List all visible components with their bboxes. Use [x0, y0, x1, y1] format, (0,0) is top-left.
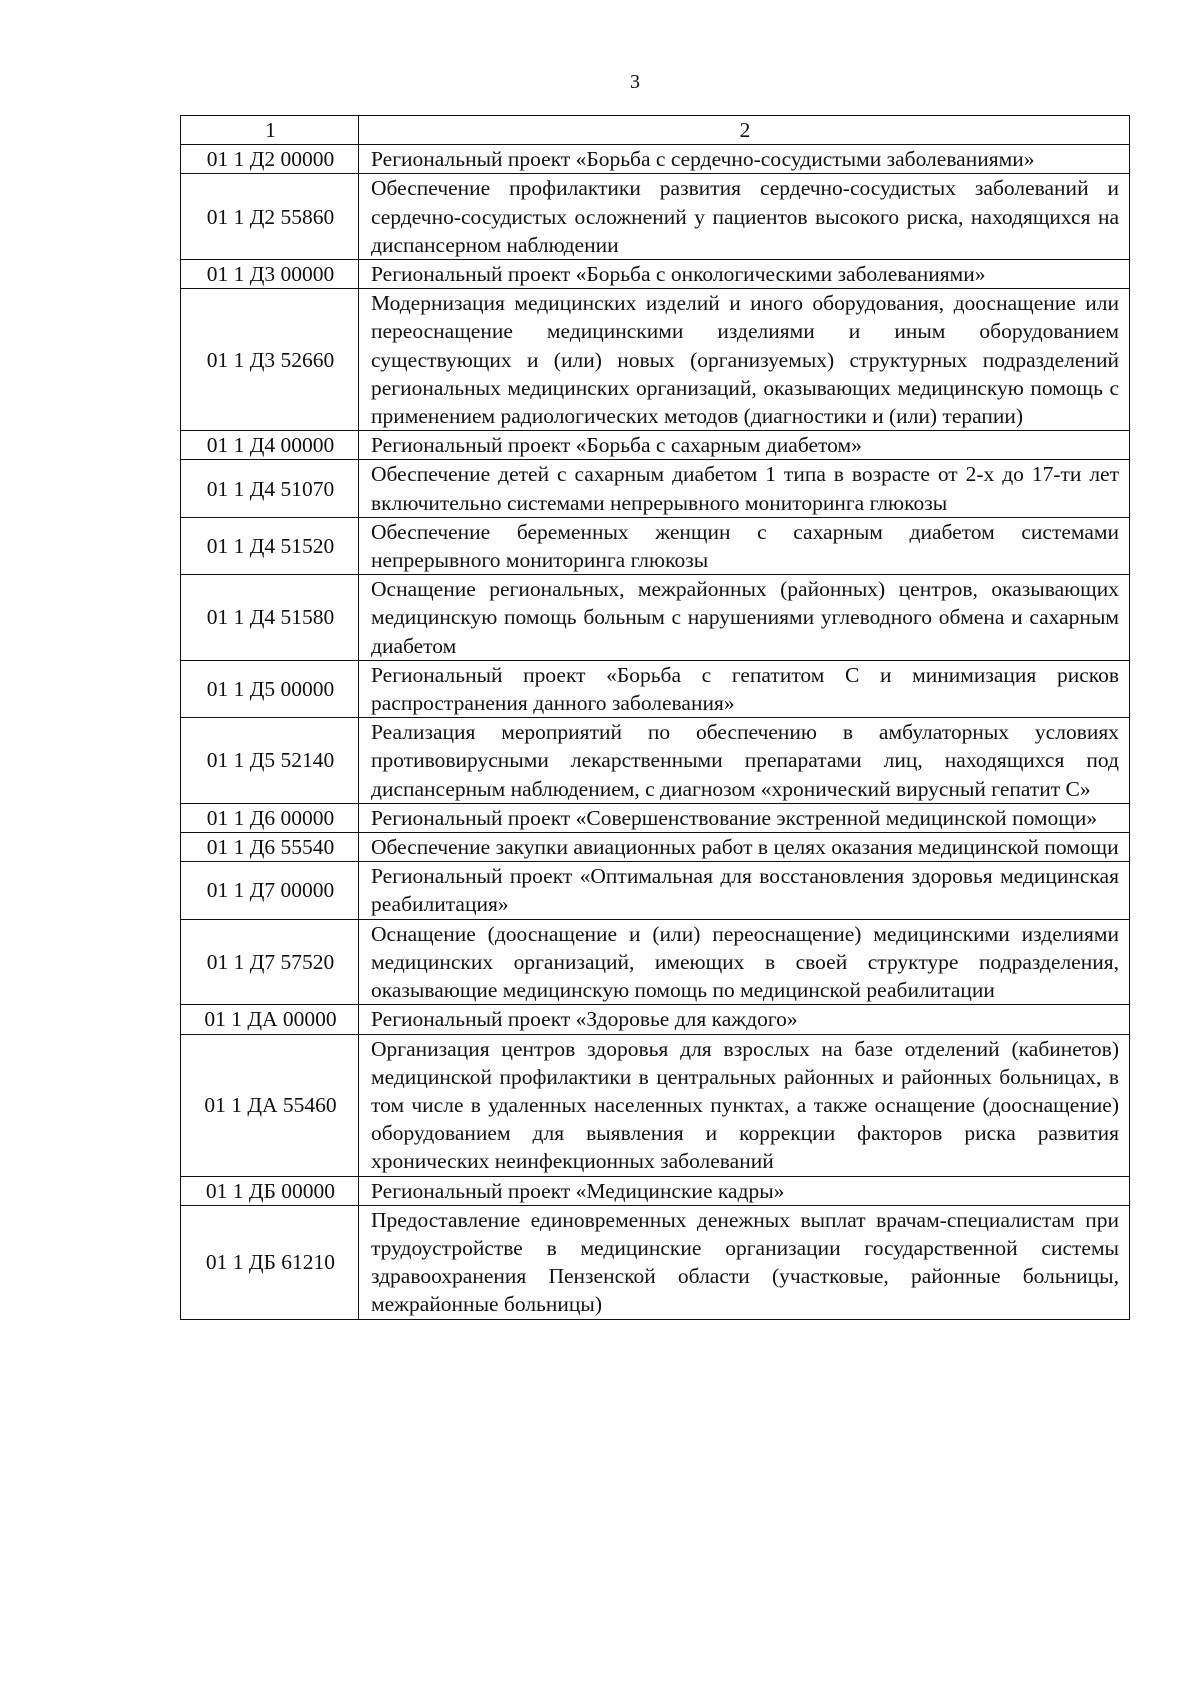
column-header-description: 2 — [359, 116, 1130, 145]
row-code: 01 1 ДБ 61210 — [181, 1205, 359, 1319]
table-row — [181, 174, 1130, 260]
table-row — [181, 460, 1130, 517]
row-code: 01 1 Д3 52660 — [181, 289, 359, 431]
row-description: Модернизация медицинских изделий и иного оборудования, дооснащение или переоснащение медицинскими изделиями и иным оборудованием существующих и (или) новых (организуемых) структурных подразделений региональных медицинских организаций, оказывающих медицинскую помощь с применением радиологических методов (диагностики и (или) терапии) — [359, 289, 1130, 431]
table-row — [181, 660, 1130, 717]
row-code: 01 1 Д7 57520 — [181, 919, 359, 1005]
table-row — [181, 575, 1130, 661]
row-code: 01 1 ДБ 00000 — [181, 1176, 359, 1205]
row-description: Обеспечение детей с сахарным диабетом 1 типа в возрасте от 2-х до 17-ти лет включительно системами непрерывного мониторинга глюкозы — [359, 460, 1130, 517]
row-code: 01 1 Д4 51520 — [181, 517, 359, 574]
column-header-code: 1 — [181, 116, 359, 145]
table-row — [181, 260, 1130, 289]
row-description: Региональный проект «Здоровье для каждого» — [359, 1005, 1130, 1034]
row-description: Обеспечение закупки авиационных работ в целях оказания медицинской помощи — [359, 833, 1130, 862]
row-code: 01 1 Д4 51070 — [181, 460, 359, 517]
row-description: Реализация мероприятий по обеспечению в амбулаторных условиях противовирусными лекарственными препаратами лиц, находящихся под диспансерным наблюдением, с диагнозом «хронический вирусный гепатит С» — [359, 718, 1130, 804]
row-description: Обеспечение профилактики развития сердечно-сосудистых заболеваний и сердечно-сосудистых осложнений у пациентов высокого риска, находящихся на диспансерном наблюдении — [359, 174, 1130, 260]
table-row — [181, 862, 1130, 919]
row-code: 01 1 Д2 55860 — [181, 174, 359, 260]
table-row — [181, 833, 1130, 862]
row-code: 01 1 ДА 55460 — [181, 1034, 359, 1176]
row-description: Организация центров здоровья для взрослых на базе отделений (кабинетов) медицинской профилактики в центральных районных и районных больницах, в том числе в удаленных населенных пунктах, а также оснащение (дооснащение) оборудованием для выявления и коррекции факторов риска развития хронических неинфекционных заболеваний — [359, 1034, 1130, 1176]
table-row — [181, 1205, 1130, 1319]
table-row — [181, 1005, 1130, 1034]
table-row — [181, 517, 1130, 574]
table-row — [181, 1176, 1130, 1205]
page-number: 3 — [630, 71, 640, 93]
row-code: 01 1 Д3 00000 — [181, 260, 359, 289]
row-description: Региональный проект «Совершенствование экстренной медицинской помощи» — [359, 803, 1130, 832]
row-description: Предоставление единовременных денежных выплат врачам-специалистам при трудоустройстве в медицинские организации государственной системы здравоохранения Пензенской области (участковые, районные больницы, межрайонные больницы) — [359, 1205, 1130, 1319]
table-header-row — [181, 116, 1130, 145]
row-description: Региональный проект «Борьба с сердечно-сосудистыми заболеваниями» — [359, 145, 1130, 174]
row-code: 01 1 Д4 51580 — [181, 575, 359, 661]
row-code: 01 1 Д7 00000 — [181, 862, 359, 919]
table-row — [181, 718, 1130, 804]
row-code: 01 1 ДА 00000 — [181, 1005, 359, 1034]
row-code: 01 1 Д6 00000 — [181, 803, 359, 832]
row-description: Обеспечение беременных женщин с сахарным диабетом системами непрерывного мониторинга глюкозы — [359, 517, 1130, 574]
row-description: Региональный проект «Борьба с гепатитом С и минимизация рисков распространения данного заболевания» — [359, 660, 1130, 717]
row-code: 01 1 Д2 00000 — [181, 145, 359, 174]
table-row — [181, 919, 1130, 1005]
row-description: Оснащение региональных, межрайонных (районных) центров, оказывающих медицинскую помощь больным с нарушениями углеводного обмена и сахарным диабетом — [359, 575, 1130, 661]
table-row — [181, 803, 1130, 832]
row-code: 01 1 Д6 55540 — [181, 833, 359, 862]
row-description: Региональный проект «Борьба с онкологическими заболеваниями» — [359, 260, 1130, 289]
row-description: Региональный проект «Оптимальная для восстановления здоровья медицинская реабилитация» — [359, 862, 1130, 919]
budget-classification-table — [180, 115, 1130, 1320]
row-description: Региональный проект «Медицинские кадры» — [359, 1176, 1130, 1205]
row-code: 01 1 Д4 00000 — [181, 431, 359, 460]
row-code: 01 1 Д5 00000 — [181, 660, 359, 717]
row-description: Оснащение (дооснащение и (или) переоснащение) медицинскими изделиями медицинских организаций, имеющих в своей структуре подразделения, оказывающие медицинскую помощь по медицинской реабилитации — [359, 919, 1130, 1005]
table-row — [181, 145, 1130, 174]
row-code: 01 1 Д5 52140 — [181, 718, 359, 804]
table-row — [181, 1034, 1130, 1176]
table-row — [181, 289, 1130, 431]
row-description: Региональный проект «Борьба с сахарным диабетом» — [359, 431, 1130, 460]
table-row — [181, 431, 1130, 460]
